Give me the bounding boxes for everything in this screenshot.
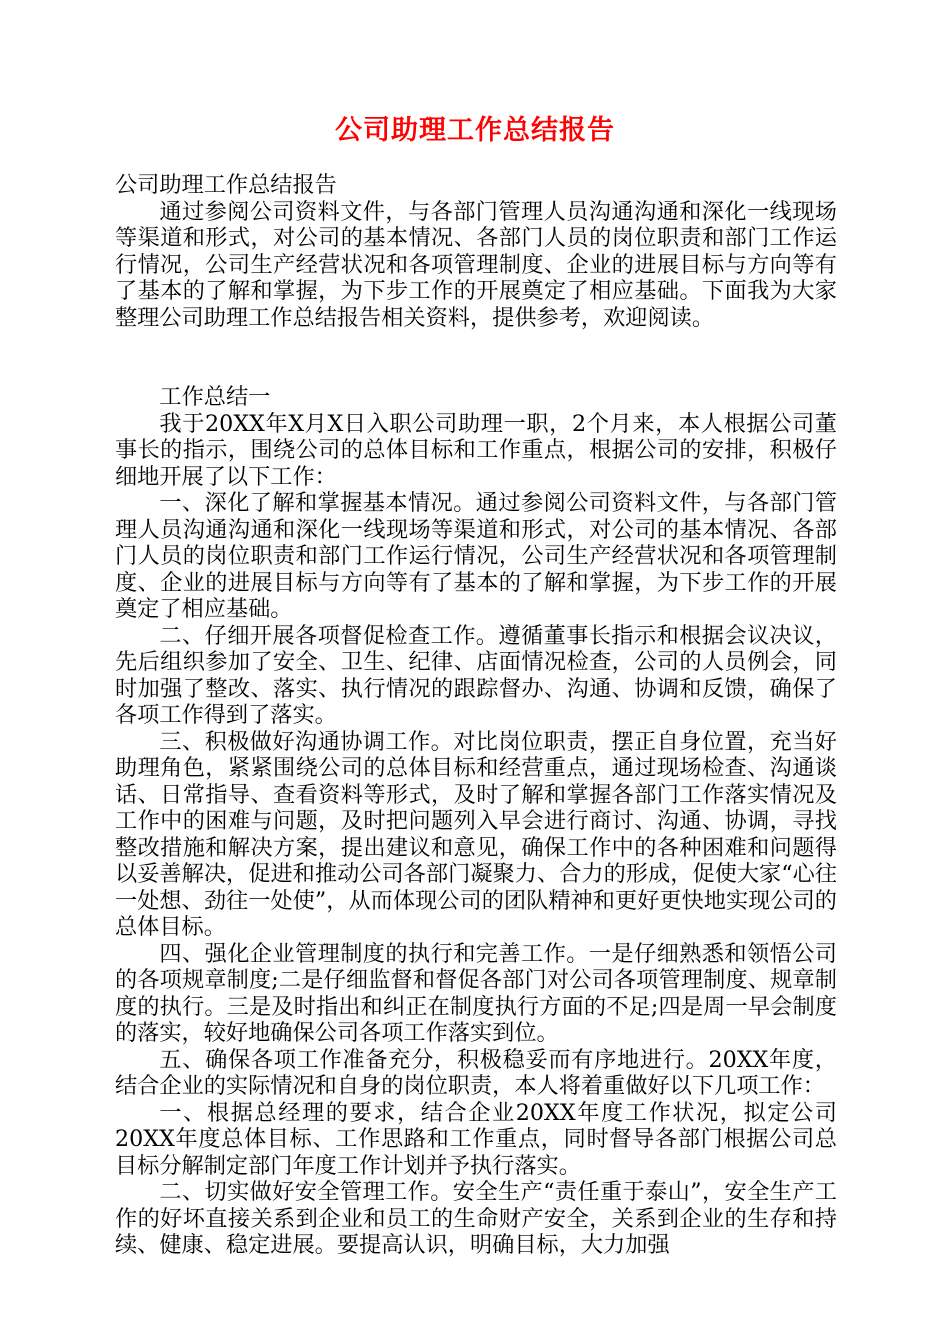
paragraph: 二、切实做好安全管理工作。安全生产“责任重于泰山”，安全生产工作的好坏直接关系到企业和员工的生命财产安全，关系到企业的生存和持续、健康、稳定进展。要提高认识，明确目标，大力加强 <box>115 1179 837 1258</box>
document-title: 公司助理工作总结报告 <box>335 115 615 146</box>
blank-gap <box>115 331 837 384</box>
paragraph: 一、根据总经理的要求，结合企业20XX年度工作状况，拟定公司20XX年度总体目标、工作思路和工作重点，同时督导各部门根据公司总目标分解制定部门年度工作计划并予执行落实。 <box>115 1099 837 1179</box>
body-subtitle: 公司助理工作总结报告 <box>115 172 337 198</box>
section-heading: 工作总结一 <box>159 384 271 410</box>
paragraph: 我于20XX年X月X日入职公司助理一职，2个月来，本人根据公司董事长的指示，围绕公司的总体目标和工作重点，根据公司的安排，积极仔细地开展了以下工作： <box>115 410 837 490</box>
paragraph: 二、仔细开展各项督促检查工作。遵循董事长指示和根据会议决议，先后组织参加了安全、卫生、纪律、店面情况检查，公司的人员例会，同时加强了整改、落实、执行情况的跟踪督办、沟通、协调和反馈，确保了各项工作得到了落实。 <box>115 622 837 728</box>
paragraph: 一、深化了解和掌握基本情况。通过参阅公司资料文件，与各部门管理人员沟通沟通和深化一线现场等渠道和形式，对公司的基本情况、各部门人员的岗位职责和部门工作运行情况，公司生产经营状况和各项管理制度、企业的进展目标与方向等有了基本的了解和掌握，为下步工作的开展奠定了相应基础。 <box>115 490 837 622</box>
intro-paragraph: 通过参阅公司资料文件，与各部门管理人员沟通沟通和深化一线现场等渠道和形式，对公司的基本情况、各部门人员的岗位职责和部门工作运行情况，公司生产经营状况和各项管理制度、企业的进展目标与方向等有了基本的了解和掌握，为下步工作的开展奠定了相应基础。下面我为大家整理公司助理工作总结报告相关资料，提供参考，欢迎阅读。 <box>115 198 837 331</box>
paragraph: 四、强化企业管理制度的执行和完善工作。一是仔细熟悉和领悟公司的各项规章制度;二是仔细监督和督促各部门对公司各项管理制度、规章制度的执行。三是及时指出和纠正在制度执行方面的不足;四是周一早会制度的落实，较好地确保公司各项工作落实到位。 <box>115 940 837 1046</box>
paragraph: 五、确保各项工作准备充分，积极稳妥而有序地进行。20XX年度，结合企业的实际情况和自身的岗位职责，本人将着重做好以下几项工作： <box>115 1046 837 1099</box>
paragraph: 三、积极做好沟通协调工作。对比岗位职责，摆正自身位置，充当好助理角色，紧紧围绕公司的总体目标和经营重点，通过现场检查、沟通谈话、日常指导、查看资料等形式，及时了解和掌握各部门工作落实情况及工作中的困难与问题，及时把问题列入早会进行商讨、沟通、协调，寻找整改措施和解决方案，提出建议和意见，确保工作中的各种困难和问题得以妥善解决，促进和推动公司各部门凝聚力、合力的形成，促使大家“心往一处想、劲往一处使”，从而体现公司的团队精神和更好更快地实现公司的总体目标。 <box>115 728 837 940</box>
document-body <box>115 172 837 1259</box>
